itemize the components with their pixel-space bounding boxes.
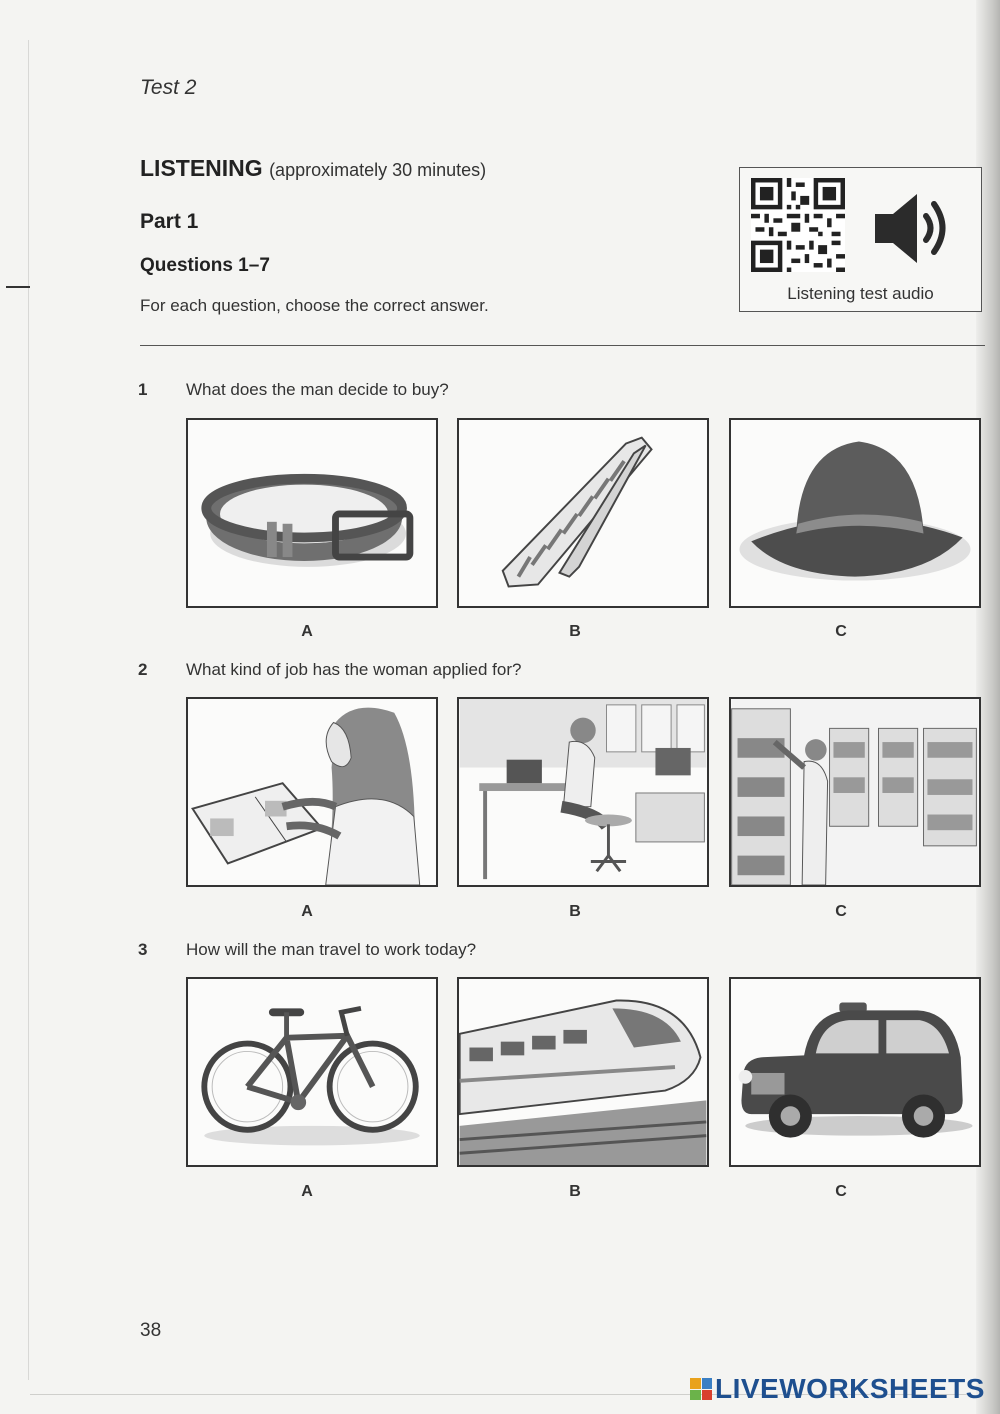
belt-icon xyxy=(188,420,436,606)
office-worker-icon xyxy=(459,699,707,885)
option-letter: A xyxy=(301,1183,313,1200)
question-text: How will the man travel to work today? xyxy=(186,940,477,959)
option-letter: C xyxy=(835,1183,847,1200)
audio-box[interactable] xyxy=(739,167,982,312)
audio-label: Listening test audio xyxy=(787,284,934,303)
option-letter: B xyxy=(569,1183,581,1200)
woman-reading-icon xyxy=(188,699,436,885)
option-c-library-picture[interactable] xyxy=(729,697,981,887)
option-b-office-picture[interactable] xyxy=(457,697,709,887)
margin-mark xyxy=(6,286,30,288)
questions-range: Questions 1–7 xyxy=(140,255,270,276)
brand-name: LIVEWORKSHEETS xyxy=(715,1373,985,1404)
bicycle-icon xyxy=(188,979,436,1165)
instructions: For each question, choose the correct answer. xyxy=(140,296,489,315)
option-letter: B xyxy=(569,903,581,920)
option-a-reader-picture[interactable] xyxy=(186,697,438,887)
option-letter: C xyxy=(835,903,847,920)
question-text: What kind of job has the woman applied for? xyxy=(186,660,522,679)
qr-code-icon[interactable] xyxy=(751,178,845,272)
brand-mark-icon xyxy=(690,1378,712,1400)
section-title-text: LISTENING xyxy=(140,155,263,181)
question-number: 3 xyxy=(138,940,148,959)
page-edge xyxy=(28,40,29,1380)
section-title xyxy=(140,155,486,182)
option-a-bicycle-picture[interactable] xyxy=(186,977,438,1167)
option-b-tie-picture[interactable] xyxy=(457,418,709,608)
train-icon xyxy=(459,979,707,1165)
option-letter: B xyxy=(569,623,581,640)
tie-icon xyxy=(459,420,707,606)
option-letter: A xyxy=(301,623,313,640)
question-text: What does the man decide to buy? xyxy=(186,380,449,399)
section-divider xyxy=(140,345,985,346)
taxi-icon xyxy=(731,979,979,1165)
hat-icon xyxy=(731,420,979,606)
option-letter: C xyxy=(835,623,847,640)
question-number: 2 xyxy=(138,660,148,679)
part-title: Part 1 xyxy=(140,210,199,233)
option-c-hat-picture[interactable] xyxy=(729,418,981,608)
option-b-train-picture[interactable] xyxy=(457,977,709,1167)
test-label: Test 2 xyxy=(140,76,197,99)
page-number: 38 xyxy=(140,1320,162,1341)
speaker-icon[interactable] xyxy=(871,186,956,271)
option-a-belt-picture[interactable] xyxy=(186,418,438,608)
liveworksheets-logo[interactable] xyxy=(690,1374,985,1404)
option-letter: A xyxy=(301,903,313,920)
section-subtitle: (approximately 30 minutes) xyxy=(269,160,487,180)
option-c-taxi-picture[interactable] xyxy=(729,977,981,1167)
question-number: 1 xyxy=(138,380,148,399)
librarian-icon xyxy=(731,699,979,885)
